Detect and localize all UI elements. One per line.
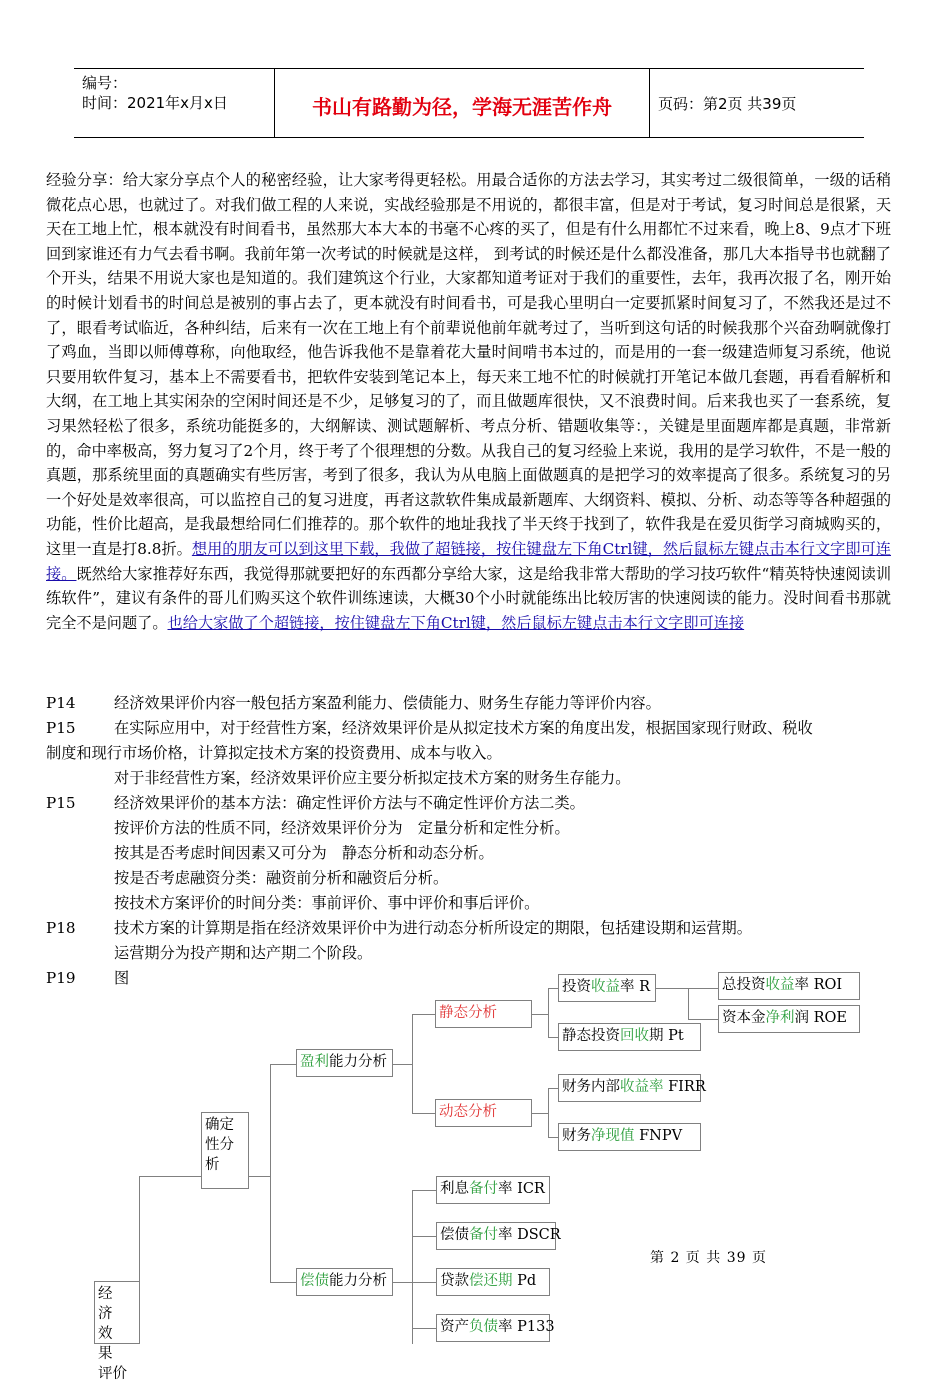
note-label: P14	[46, 694, 76, 712]
tree-connector	[412, 1282, 436, 1283]
tree-connector	[412, 1236, 436, 1237]
node-label: 贷款	[440, 1273, 469, 1289]
note-text: 在实际应用中，对于经营性方案，经济效果评价是从拟定技术方案的角度出发，根据国家现行财政、税收	[114, 719, 813, 737]
tree-connector	[412, 1014, 435, 1015]
node-label: 资本金	[722, 1010, 766, 1026]
node-label: 财务内部	[562, 1079, 620, 1095]
tree-connector	[412, 1113, 435, 1114]
download-link[interactable]: 想用的朋友可以到这里下载，我做了超链接，按住键盘左下角Ctrl键，然后鼠标左键点击本行文字即可连接。	[46, 539, 892, 583]
note-text: 经济效果评价内容一般包括方案盈利能力、偿债能力、财务生存能力等评价内容。	[114, 694, 661, 712]
note-text: 按评价方法的性质不同，经济效果评价分为 定量分析和定性分析。	[114, 819, 570, 837]
node-label: 率 P133	[498, 1319, 555, 1335]
node-label-highlight: 偿还期	[469, 1273, 513, 1289]
tree-connector	[139, 1176, 202, 1177]
date-label: 时间：2021年x月x日	[82, 94, 228, 112]
tree-connector	[270, 1282, 296, 1283]
tree-node-profitability	[296, 1049, 393, 1077]
tree-node-dynamic	[435, 1099, 532, 1127]
node-label-highlight: 收益	[591, 979, 620, 995]
node-label-highlight: 备付	[469, 1181, 498, 1197]
node-label-highlight: 盈利	[300, 1054, 329, 1070]
node-label: 率 ROI	[794, 977, 843, 993]
node-label: 利息	[440, 1181, 469, 1197]
node-label: FIRR	[663, 1079, 706, 1095]
node-label: 率 R	[620, 979, 651, 995]
tree-node-solvency	[296, 1268, 393, 1296]
note-text: 按技术方案评价的时间分类：事前评价、事中评价和事后评价。	[114, 894, 540, 912]
tree-node-debt	[436, 1314, 555, 1342]
tree-node-static	[435, 1000, 532, 1028]
number-label: 编号：	[82, 74, 128, 92]
node-label: 评价	[98, 1366, 127, 1382]
node-label-highlight: 动态分析	[439, 1104, 497, 1120]
note-text: 经济效果评价的基本方法：确定性评价方法与不确定性评价方法二类。	[114, 794, 585, 812]
tree-connector	[270, 1064, 296, 1065]
node-label-highlight: 偿债	[300, 1273, 329, 1289]
tree-connector	[531, 1014, 548, 1015]
node-label: 润 ROE	[794, 1010, 847, 1026]
tree-connector	[412, 1328, 436, 1329]
note-label: P15	[46, 719, 76, 737]
node-label-highlight: 收益率	[620, 1079, 664, 1095]
note-text: 图	[114, 969, 130, 987]
node-label: 确定	[205, 1117, 234, 1133]
tree-node-root	[94, 1281, 140, 1382]
tree-connector	[412, 1014, 413, 1113]
tree-node-payback	[558, 1023, 701, 1051]
node-label: 性分	[205, 1137, 234, 1153]
tree-node-firr	[558, 1074, 706, 1102]
node-label: 偿债	[440, 1227, 469, 1243]
node-label: 静态投资	[562, 1028, 620, 1044]
tree-connector	[412, 1190, 413, 1344]
tree-connector	[548, 988, 549, 1038]
tree-node-fnpv	[558, 1123, 701, 1151]
node-label: 财务	[562, 1128, 591, 1144]
node-label: 效 果	[98, 1326, 127, 1362]
tree-node-deterministic	[201, 1112, 249, 1189]
tree-connector	[548, 1088, 558, 1089]
node-label: 总投资	[722, 977, 766, 993]
note-text: 技术方案的计算期是指在经济效果评价中为进行动态分析所设定的期限，包括建设期和运营期。	[114, 919, 752, 937]
node-label: 能力分析	[329, 1054, 387, 1070]
tree-connector	[548, 1037, 558, 1038]
tree-connector	[688, 988, 689, 1020]
tree-connector	[392, 1064, 412, 1065]
note-text: 按其是否考虑时间因素又可分为 静态分析和动态分析。	[114, 844, 494, 862]
tree-connector	[412, 1190, 436, 1191]
node-label: 率 DSCR	[498, 1227, 561, 1243]
tree-connector	[270, 1064, 271, 1282]
node-label: FNPV	[634, 1128, 683, 1144]
header-table	[74, 68, 864, 138]
node-label: 能力分析	[329, 1273, 387, 1289]
node-label: 析	[205, 1157, 220, 1173]
node-label: Pd	[512, 1273, 537, 1289]
node-label-highlight: 备付	[469, 1227, 498, 1243]
tree-node-roe	[718, 1005, 860, 1033]
intro-text-2: 既然给大家推荐好东西，我觉得那就要把好的东西都分享给大家，这是给我非常大帮助的学习技巧软件“精英特快速阅读训练软件”，建议有条件的哥儿们购买这个软件训练速读，大概30个小时就能练出比较厉害的快速阅读的能力。没时间看书那就完全不是问题了。	[46, 564, 892, 632]
tree-connector	[688, 988, 718, 989]
tree-connector	[548, 1137, 558, 1138]
tree-connector	[392, 1282, 412, 1283]
intro-paragraph	[46, 168, 891, 635]
node-label: 率 ICR	[498, 1181, 545, 1197]
tree-node-pd	[436, 1268, 550, 1296]
tree-connector	[548, 988, 558, 989]
page-footer: 第 2 页 共 39 页	[650, 1250, 767, 1266]
node-label: 期 Pt	[649, 1028, 684, 1044]
header-meta	[82, 73, 272, 113]
node-label-highlight: 回收	[620, 1028, 649, 1044]
tree-node-roi	[558, 974, 656, 1002]
note-text: 按是否考虑融资分类：融资前分析和融资后分析。	[114, 869, 449, 887]
node-label-highlight: 静态分析	[439, 1005, 497, 1021]
note-label: P15	[46, 794, 76, 812]
speed-reading-link[interactable]: 也给大家做了个超链接，按住键盘左下角Ctrl键，然后鼠标左键点击本行文字即可连接	[167, 613, 745, 632]
node-label-highlight: 净现值	[591, 1128, 635, 1144]
node-label-highlight: 净利	[765, 1010, 795, 1026]
tree-node-total-roi	[718, 972, 860, 1000]
note-label: P19	[46, 969, 76, 987]
intro-text: 经验分享：给大家分享点个人的秘密经验，让大家考得更轻松。用最合适你的方法去学习，其实考过二级很简单，一级的话稍微花点心思，也就过了。对我们做工程的人来说，实战经验那是不用说的，都很丰富，但是对于考试，复习时间总是很紧，天天在工地上忙，根本就没有时间看书，虽然那大本大本的书毫不心疼的买了，但是有什么用都忙不过来看，晚上8、9点才下班回到家谁还有力气去看书啊。我前年第一次考试的时候就是这样， 到考试的时候还是什么都没准备，那几大本指导书也就翻了个开头，结果不用说大家也是知道的。我们建筑这个行业，大家都知道考证对于我们的重要性，去年，我再次报了名，刚开始的时候计划看书的时间总是被别的事占去了，更本就没有时间看书，可是我心里明白一定要抓紧时间复习了，不然我还是过不了，眼看考试临近，各种纠结，后来有一次在工地上有个前辈说他前年就考过了，当听到这句话的时候我那个兴奋劲啊就像打了鸡血，当即以师傅尊称，向他取经，他告诉我他不是靠着花大量时间啃书本过的，而是用的一套一级建造师复习系统，他说只要用软件复习，基本上不需要看书，把软件安装到笔记本上，每天来工地不忙的时候就打开笔记本做几套题，再看看解析和大纲，在工地上其实闲杂的空闲时间还是不少，足够复习的了，而且做题库很快，又不浪费时间。后来我也买了一套系统，复习果然轻松了很多，系统功能挺多的，大纲解读、测试题解析、考点分析、错题收集等：，关键是里面题库都是真题，非常新的，命中率极高，努力复习了2个月，终于考了个很理想的分数。从我自己的复习经验上来说，我用的是学习软件，不是一般的真题，那系统里面的真题确实有些厉害，考到了很多，我认为从电脑上面做题真的是把学习的效率提高了很多。系统复习的另一个好处是效率很高，可以监控自己的复习进度，再者这款软件集成最新题库、大纲资料、模拟、分析、动态等等各种超强的功能，性价比超高，是我最想给同仁们推荐的。那个软件的地址我找了半天终于找到了，软件我是在爱贝街学习商城购买的，这里一直是打8.8折。	[46, 171, 891, 558]
header-divider	[649, 69, 650, 137]
node-label-highlight: 负债	[469, 1319, 498, 1335]
note-text: 对于非经营性方案，经济效果评价应主要分析拟定技术方案的财务生存能力。	[114, 769, 631, 787]
note-text: 制度和现行市场价格，计算拟定技术方案的投资费用、成本与收入。	[46, 744, 502, 762]
tree-node-dscr	[436, 1222, 561, 1250]
tree-connector	[531, 1113, 548, 1114]
node-label-highlight: 收益	[765, 977, 795, 993]
tree-connector	[548, 1088, 549, 1138]
node-label: 投资	[562, 979, 591, 995]
tree-node-icr	[436, 1176, 550, 1204]
node-label: 经 济	[98, 1286, 127, 1322]
tree-connector	[248, 1176, 270, 1177]
node-label: 资产	[440, 1319, 469, 1335]
note-text: 运营期分为投产期和达产期二个阶段。	[114, 944, 373, 962]
header-page-label: 页码：第2页 共39页	[658, 95, 797, 113]
header-motto: 书山有路勤为径，学海无涯苦作舟	[312, 95, 612, 119]
tree-connector	[655, 988, 688, 989]
tree-connector	[688, 1019, 718, 1020]
note-label: P18	[46, 919, 76, 937]
